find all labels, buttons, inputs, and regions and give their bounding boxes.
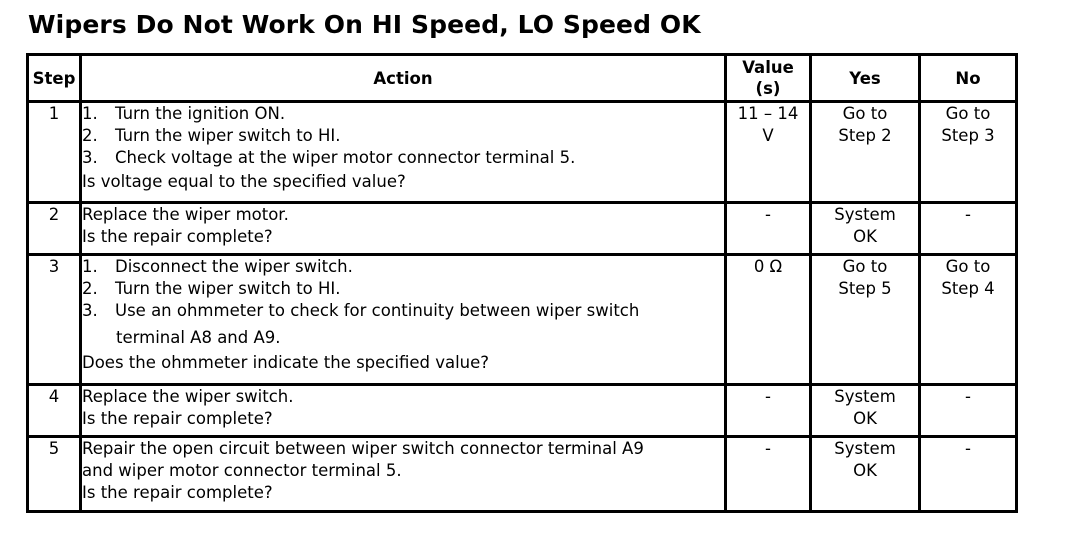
table-row: [28, 203, 1017, 255]
header-value: [726, 55, 811, 102]
action-item: 3. Check voltage at the wiper motor connector terminal 5.: [82, 148, 576, 167]
table-row: [28, 385, 1017, 437]
yes-cell: System OK: [811, 437, 920, 512]
no-cell: -: [920, 437, 1017, 512]
step-number: 3: [28, 255, 81, 385]
yes-cell: Go to Step 2: [811, 102, 920, 203]
yes-cell: Go to Step 5: [811, 255, 920, 385]
no-cell: -: [920, 385, 1017, 437]
action-cell: [81, 102, 726, 203]
action-item: 3. Use an ohmmeter to check for continuity between wiper switch: [82, 301, 640, 320]
no-cell: Go to Step 3: [920, 102, 1017, 203]
header-yes: Yes: [811, 55, 920, 102]
action-item-continuation: terminal A8 and A9.: [116, 328, 281, 347]
step-number: 2: [28, 203, 81, 255]
table-row: [28, 437, 1017, 512]
action-question: Is voltage equal to the specified value?: [82, 172, 406, 191]
diagnostic-procedure-table: [26, 53, 1018, 513]
step-number: 5: [28, 437, 81, 512]
action-cell: [81, 255, 726, 385]
yes-cell: System OK: [811, 203, 920, 255]
header-action: Action: [81, 55, 726, 102]
value-cell: -: [726, 437, 811, 512]
value-cell: 0 Ω: [726, 255, 811, 385]
page-title: Wipers Do Not Work On HI Speed, LO Speed OK: [28, 10, 701, 39]
header-value-line2: (s): [755, 79, 781, 98]
action-item: 2. Turn the wiper switch to HI.: [82, 126, 341, 145]
header-step: Step: [28, 55, 81, 102]
table-header-row: [28, 55, 1017, 102]
action-cell: Replace the wiper motor. Is the repair complete?: [81, 203, 726, 255]
header-value-line1: Value: [742, 58, 794, 77]
value-cell: -: [726, 385, 811, 437]
value-cell: 11 – 14 V: [726, 102, 811, 203]
yes-cell: System OK: [811, 385, 920, 437]
action-cell: Replace the wiper switch. Is the repair complete?: [81, 385, 726, 437]
no-cell: -: [920, 203, 1017, 255]
no-cell: Go to Step 4: [920, 255, 1017, 385]
action-cell: Repair the open circuit between wiper switch connector terminal A9 and wiper motor connector terminal 5. Is the repair complete?: [81, 437, 726, 512]
step-number: 1: [28, 102, 81, 203]
table-row: [28, 255, 1017, 385]
value-cell: -: [726, 203, 811, 255]
action-item: 1. Turn the ignition ON.: [82, 104, 286, 123]
action-item: 2. Turn the wiper switch to HI.: [82, 279, 341, 298]
step-number: 4: [28, 385, 81, 437]
action-item: 1. Disconnect the wiper switch.: [82, 257, 353, 276]
table-row: [28, 102, 1017, 203]
header-no: No: [920, 55, 1017, 102]
action-question: Does the ohmmeter indicate the specified value?: [82, 353, 490, 372]
